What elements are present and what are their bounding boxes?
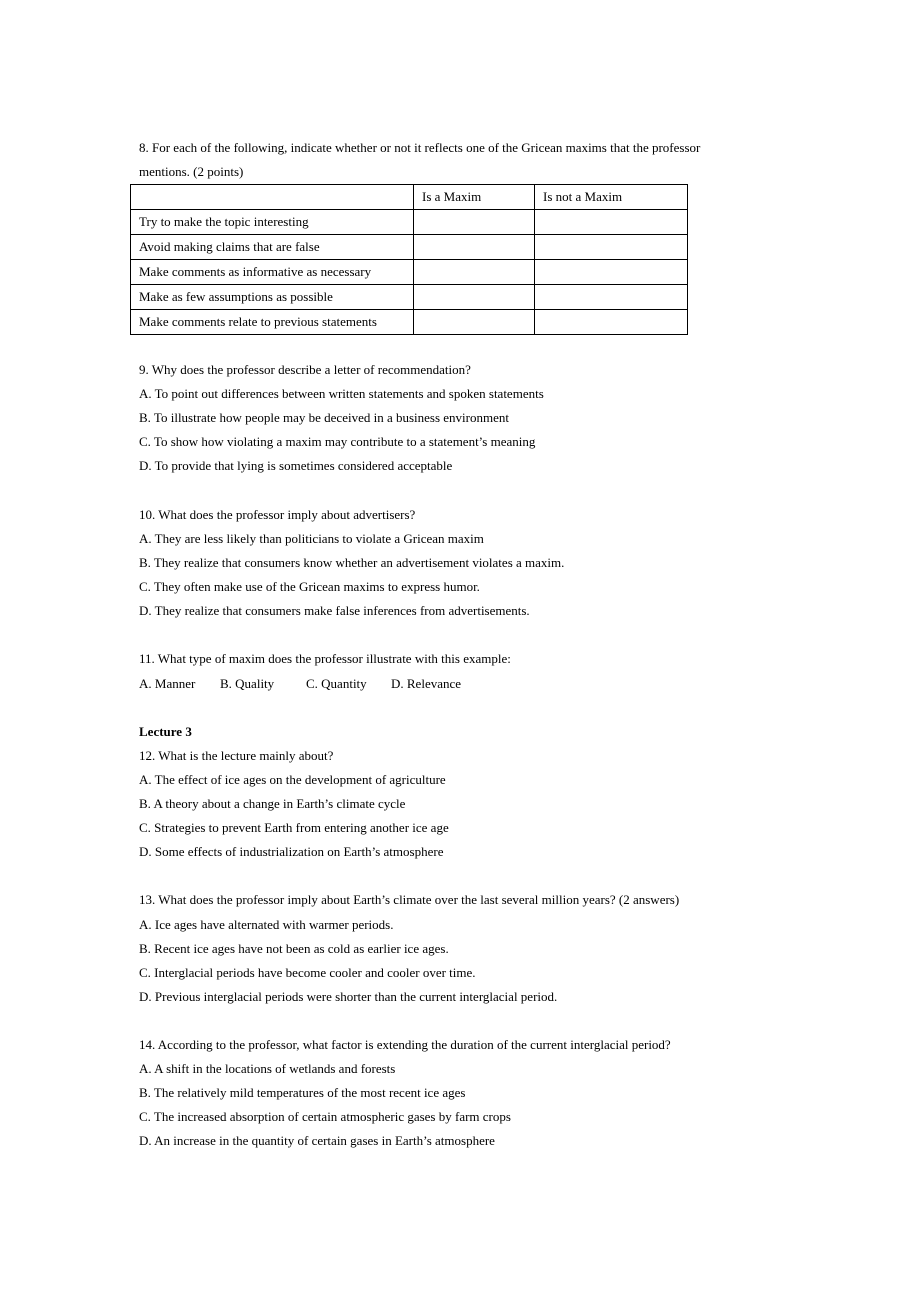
question-13-option-b[interactable]: B. Recent ice ages have not been as cold as earlier ice ages. xyxy=(139,941,449,956)
is-maxim-cell[interactable] xyxy=(414,235,535,260)
table-header-row xyxy=(131,185,688,210)
table-header-cell: Is not a Maxim xyxy=(535,185,688,210)
table-header-cell: Is a Maxim xyxy=(414,185,535,210)
question-8-text-line-2: mentions. (2 points) xyxy=(139,164,244,179)
question-10-option-d[interactable]: D. They realize that consumers make false inferences from advertisements. xyxy=(139,603,530,618)
question-11-text: 11. What type of maxim does the professor illustrate with this example: xyxy=(139,651,511,666)
table-row xyxy=(131,210,688,235)
question-14-option-d[interactable]: D. An increase in the quantity of certain gases in Earth’s atmosphere xyxy=(139,1133,495,1148)
question-14-text: 14. According to the professor, what factor is extending the duration of the current interglacial period? xyxy=(139,1037,671,1052)
question-9-option-a[interactable]: A. To point out differences between written statements and spoken statements xyxy=(139,386,544,401)
question-8-text-line-1: 8. For each of the following, indicate whether or not it reflects one of the Gricean maxims that the professor xyxy=(139,140,701,155)
is-maxim-cell[interactable] xyxy=(414,210,535,235)
question-14-option-c[interactable]: C. The increased absorption of certain atmospheric gases by farm crops xyxy=(139,1109,511,1124)
table-header-cell xyxy=(131,185,414,210)
table-row-statement: Avoid making claims that are false xyxy=(131,235,414,260)
question-9-option-c[interactable]: C. To show how violating a maxim may contribute to a statement’s meaning xyxy=(139,434,536,449)
table-row-statement: Make comments relate to previous statements xyxy=(131,310,414,335)
question-12-option-d[interactable]: D. Some effects of industrialization on Earth’s atmosphere xyxy=(139,844,444,859)
is-not-maxim-cell[interactable] xyxy=(535,285,688,310)
question-13-option-d[interactable]: D. Previous interglacial periods were shorter than the current interglacial period. xyxy=(139,989,558,1004)
table-row-statement: Make as few assumptions as possible xyxy=(131,285,414,310)
question-9-text: 9. Why does the professor describe a letter of recommendation? xyxy=(139,362,471,377)
table-row xyxy=(131,235,688,260)
lecture-3-heading: Lecture 3 xyxy=(139,724,192,739)
question-12-text: 12. What is the lecture mainly about? xyxy=(139,748,334,763)
question-11-option-d[interactable]: D. Relevance xyxy=(391,676,462,691)
question-9-option-b[interactable]: B. To illustrate how people may be deceived in a business environment xyxy=(139,410,509,425)
maxim-table xyxy=(130,184,688,335)
question-11-option-b[interactable]: B. Quality xyxy=(220,676,275,691)
table-row xyxy=(131,285,688,310)
is-not-maxim-cell[interactable] xyxy=(535,260,688,285)
question-12-option-a[interactable]: A. The effect of ice ages on the development of agriculture xyxy=(139,772,446,787)
question-12-option-b[interactable]: B. A theory about a change in Earth’s climate cycle xyxy=(139,796,406,811)
question-10-option-b[interactable]: B. They realize that consumers know whether an advertisement violates a maxim. xyxy=(139,555,565,570)
table-row xyxy=(131,310,688,335)
is-not-maxim-cell[interactable] xyxy=(535,210,688,235)
question-14-option-a[interactable]: A. A shift in the locations of wetlands and forests xyxy=(139,1061,396,1076)
is-maxim-cell[interactable] xyxy=(414,260,535,285)
question-10-text: 10. What does the professor imply about advertisers? xyxy=(139,507,416,522)
question-12-option-c[interactable]: C. Strategies to prevent Earth from entering another ice age xyxy=(139,820,449,835)
question-14-option-b[interactable]: B. The relatively mild temperatures of the most recent ice ages xyxy=(139,1085,466,1100)
question-11-option-a[interactable]: A. Manner xyxy=(139,676,196,691)
table-row xyxy=(131,260,688,285)
is-maxim-cell[interactable] xyxy=(414,310,535,335)
table-row-statement: Try to make the topic interesting xyxy=(131,210,414,235)
is-not-maxim-cell[interactable] xyxy=(535,235,688,260)
is-maxim-cell[interactable] xyxy=(414,285,535,310)
is-not-maxim-cell[interactable] xyxy=(535,310,688,335)
question-13-text: 13. What does the professor imply about Earth’s climate over the last several million years? (2 answers) xyxy=(139,892,680,907)
question-10-option-c[interactable]: C. They often make use of the Gricean maxims to express humor. xyxy=(139,579,480,594)
question-13-option-c[interactable]: C. Interglacial periods have become cooler and cooler over time. xyxy=(139,965,476,980)
question-13-option-a[interactable]: A. Ice ages have alternated with warmer periods. xyxy=(139,917,394,932)
question-10-option-a[interactable]: A. They are less likely than politicians to violate a Gricean maxim xyxy=(139,531,484,546)
table-row-statement: Make comments as informative as necessary xyxy=(131,260,414,285)
question-11-option-c[interactable]: C. Quantity xyxy=(306,676,367,691)
question-9-option-d[interactable]: D. To provide that lying is sometimes considered acceptable xyxy=(139,458,453,473)
